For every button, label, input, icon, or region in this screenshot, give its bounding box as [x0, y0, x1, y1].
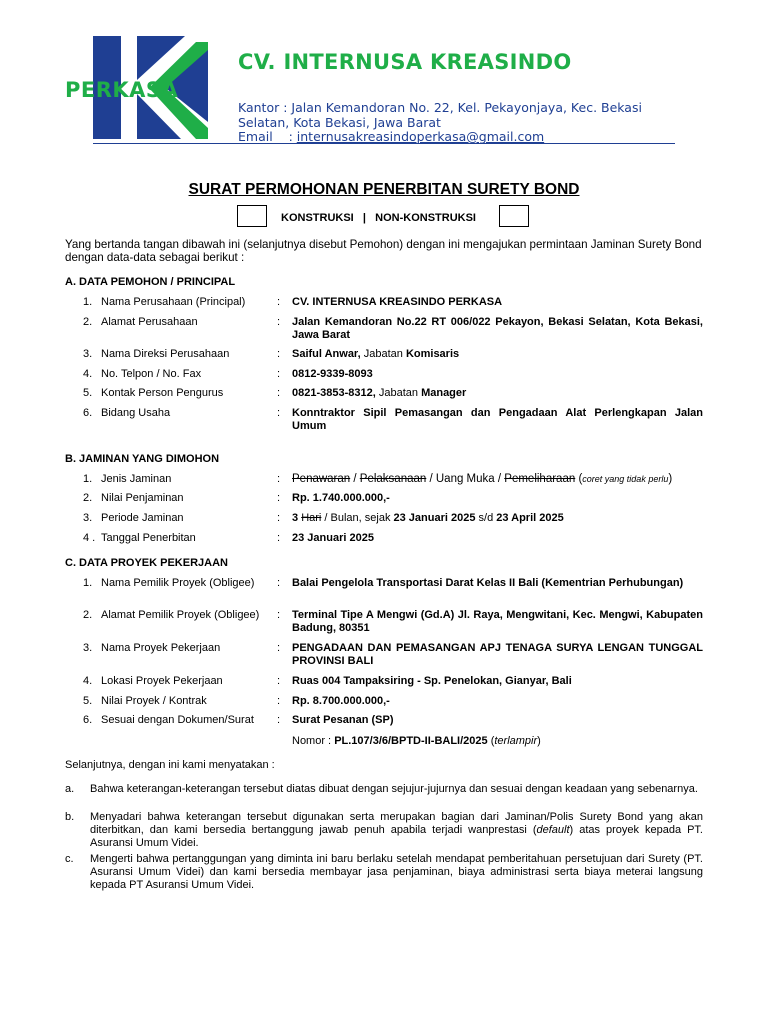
option-pelaksanaan: Pelaksanaan [359, 473, 427, 485]
row-label: Nama Pemilik Proyek (Obligee) [101, 577, 255, 589]
intro-paragraph: Yang bertanda tangan dibawah ini (selanjutnya disebut Pemohon) dengan ini mengajukan permintaan Jaminan Surety Bond dengan data-data sebagai berikut : [65, 238, 702, 264]
section-b-title: B. JAMINAN YANG DIMOHON [65, 453, 220, 465]
row-number: 4. [83, 675, 93, 687]
position-value: Manager [421, 387, 467, 399]
row-number: 2. [83, 316, 93, 328]
colon: : [277, 532, 281, 544]
colon: : [277, 577, 281, 589]
row-value: Jalan Kemandoran No.22 RT 006/022 Pekayon, Bekasi Selatan, Kota Bekasi, Jawa Barat [292, 316, 703, 341]
email-line: Email : internusakreasindoperkasa@gmail.com [238, 129, 545, 144]
period-sep: s/d [475, 512, 497, 524]
statement-text: Bahwa keterangan-keterangan tersebut diatas dibuat dengan sejujur-jujurnya dan sesuai dengan keadaan yang sebenarnya. [90, 783, 698, 795]
section-c-title: C. DATA PROYEK PEKERJAAN [65, 557, 228, 569]
row-value: Surat Pesanan (SP) [292, 714, 394, 726]
logo-text: PERKASA [65, 78, 179, 102]
row-value: 23 Januari 2025 [292, 532, 374, 544]
row-label: Kontak Person Pengurus [101, 387, 224, 399]
colon: : [277, 642, 281, 654]
statement-part: ) atas proyek kepada PT. Asuransi Umum Videi. [90, 824, 703, 849]
slash: / [350, 473, 360, 485]
row-number: 3. [83, 642, 93, 654]
row-number: 1. [83, 296, 93, 308]
row-value [292, 348, 703, 361]
colon: : [277, 407, 281, 419]
email-link[interactable]: internusakreasindoperkasa@gmail.com [296, 129, 545, 144]
section-a-title: A. DATA PEMOHON / PRINCIPAL [65, 276, 236, 288]
row-number: 1. [83, 473, 93, 485]
email-label: Email [238, 129, 273, 144]
row-label: Jenis Jaminan [101, 473, 172, 485]
row-value: CV. INTERNUSA KREASINDO PERKASA [292, 296, 503, 308]
row-label: Bidang Usaha [101, 407, 171, 419]
row-label: Nama Direksi Perusahaan [101, 348, 230, 360]
checkbox-non-konstruksi[interactable] [499, 205, 529, 227]
list-marker: c. [65, 853, 74, 865]
period-start: 23 Januari 2025 [393, 512, 476, 524]
colon: : [277, 695, 281, 707]
statement-text [90, 811, 703, 850]
colon: : [277, 512, 281, 524]
company-name: CV. INTERNUSA KREASINDO [238, 50, 572, 74]
period-unit-text: / Bulan, sejak [321, 512, 394, 524]
colon: : [277, 368, 281, 380]
colon: : [277, 675, 281, 687]
type-non-konstruksi: NON-KONSTRUKSI [375, 212, 476, 224]
period-count: 3 [292, 512, 299, 524]
row-value: Ruas 004 Tampaksiring - Sp. Penelokan, Gianyar, Bali [292, 675, 572, 687]
row-value [292, 387, 703, 400]
slash: / [494, 473, 505, 485]
colon: : [277, 316, 281, 328]
row-label: Alamat Pemilik Proyek (Obligee) [101, 609, 260, 621]
statement-text: Mengerti bahwa pertanggungan yang diminta ini baru berlaku setelah mendapat pemberitahuan persetujuan dari Surety (PT. Asuransi Umum Videi) dan kami bersedia membayar jasa penjaminan, biaya administrasi serta biaya meterai langsung kepada PT Asuransi Umum Videi. [90, 853, 703, 891]
nomor-value: Nomor : PL.107/3/6/BPTD-II-BALI/2025 (terlampir) [292, 735, 541, 747]
row-value: Konntraktor Sipil Pemasangan dan Pengadaan Alat Perlengkapan Jalan Umum [292, 407, 703, 432]
row-value: Balai Pengelola Transportasi Darat Kelas II Bali (Kementrian Perhubungan) [292, 577, 684, 589]
row-number: 4 . [83, 532, 96, 544]
row-label: Sesuai dengan Dokumen/Surat [101, 714, 254, 726]
bond-type-options [281, 212, 476, 224]
row-value: Terminal Tipe A Mengwi (Gd.A) Jl. Raya, Mengwitani, Kec. Mengwi, Kabupaten Badung, 80351 [292, 609, 703, 634]
position-label: Jabatan [375, 387, 422, 399]
period-unit-hari: Hari [301, 512, 322, 524]
row-label: Lokasi Proyek Pekerjaan [101, 675, 223, 687]
type-separator: | [362, 212, 366, 224]
row-number: 2. [83, 609, 93, 621]
row-label: Alamat Perusahaan [101, 316, 198, 328]
row-label: Periode Jaminan [101, 512, 184, 524]
statement-part: Menyadari bahwa keterangan tersebut digunakan serta merupakan bagian dari Jaminan/Polis Surety Bond yang akan diterbitkan, dan kami bersedia bertanggung jawab penuh apabila terjadi wanprestasi ( [90, 811, 703, 836]
period-end: 23 April 2025 [496, 512, 564, 524]
document-number: PL.107/3/6/BPTD-II-BALI/2025 [334, 735, 488, 747]
row-value: Rp. 1.740.000.000,- [292, 492, 390, 504]
row-label: Tanggal Penerbitan [101, 532, 196, 544]
address-label: Kantor [238, 100, 280, 115]
option-uang-muka: Uang Muka [435, 473, 495, 485]
colon: : [277, 609, 281, 621]
row-number: 4. [83, 368, 93, 380]
contact-phone: 0821-3853-8312, [292, 387, 376, 399]
list-marker: a. [65, 783, 75, 795]
colon: : [277, 473, 281, 485]
position-label: Jabatan [360, 348, 406, 360]
checkbox-konstruksi[interactable] [237, 205, 267, 227]
director-name: Saiful Anwar, [292, 348, 361, 360]
address-line-2: Selatan, Kota Bekasi, Jawa Barat [238, 115, 441, 130]
row-label: No. Telpon / No. Fax [101, 368, 202, 380]
row-value: Penawaran / Pelaksanaan / Uang Muka / Pemeliharaan (coret yang tidak perlu) [292, 473, 673, 485]
row-number: 3. [83, 512, 93, 524]
row-number: 6. [83, 714, 93, 726]
row-label: Nilai Proyek / Kontrak [101, 695, 207, 707]
position-value: Komisaris [405, 348, 460, 360]
statement-emphasis: default [536, 824, 570, 836]
row-value [292, 512, 703, 525]
row-value: Rp. 8.700.000.000,- [292, 695, 390, 707]
colon: : [277, 296, 281, 308]
row-label: Nama Perusahaan (Principal) [101, 296, 246, 308]
address-line-1: Kantor : Jalan Kemandoran No. 22, Kel. Pekayonjaya, Kec. Bekasi [238, 100, 642, 115]
strike-note: coret yang tidak perlu [582, 474, 669, 484]
attachment-note: terlampir [494, 735, 538, 747]
address-value-1: Jalan Kemandoran No. 22, Kel. Pekayonjaya, Kec. Bekasi [291, 100, 642, 115]
row-value: 0812-9339-8093 [292, 368, 373, 380]
list-marker: b. [65, 811, 75, 823]
slash: / [426, 473, 436, 485]
nomor-label: Nomor : [292, 735, 335, 747]
row-number: 1. [83, 577, 93, 589]
row-value: PENGADAAN DAN PEMASANGAN APJ TENAGA SURYA LENGAN TUNGGAL PROVINSI BALI [292, 642, 703, 667]
closing-intro: Selanjutnya, dengan ini kami menyatakan : [65, 759, 275, 771]
row-label: Nama Proyek Pekerjaan [101, 642, 221, 654]
row-number: 6. [83, 407, 93, 419]
type-konstruksi: KONSTRUKSI [281, 212, 354, 224]
row-number: 3. [83, 348, 93, 360]
row-number: 2. [83, 492, 93, 504]
colon: : [277, 387, 281, 399]
row-number: 5. [83, 387, 93, 399]
row-number: 5. [83, 695, 93, 707]
document-title: SURAT PERMOHONAN PENERBITAN SURETY BOND [188, 181, 580, 198]
option-pemeliharaan: Pemeliharaan [504, 473, 576, 485]
colon: : [277, 492, 281, 504]
option-penawaran: Penawaran [292, 473, 351, 485]
row-label: Nilai Penjaminan [101, 492, 184, 504]
colon: : [277, 348, 281, 360]
colon: : [277, 714, 281, 726]
letterhead-divider [93, 143, 675, 144]
